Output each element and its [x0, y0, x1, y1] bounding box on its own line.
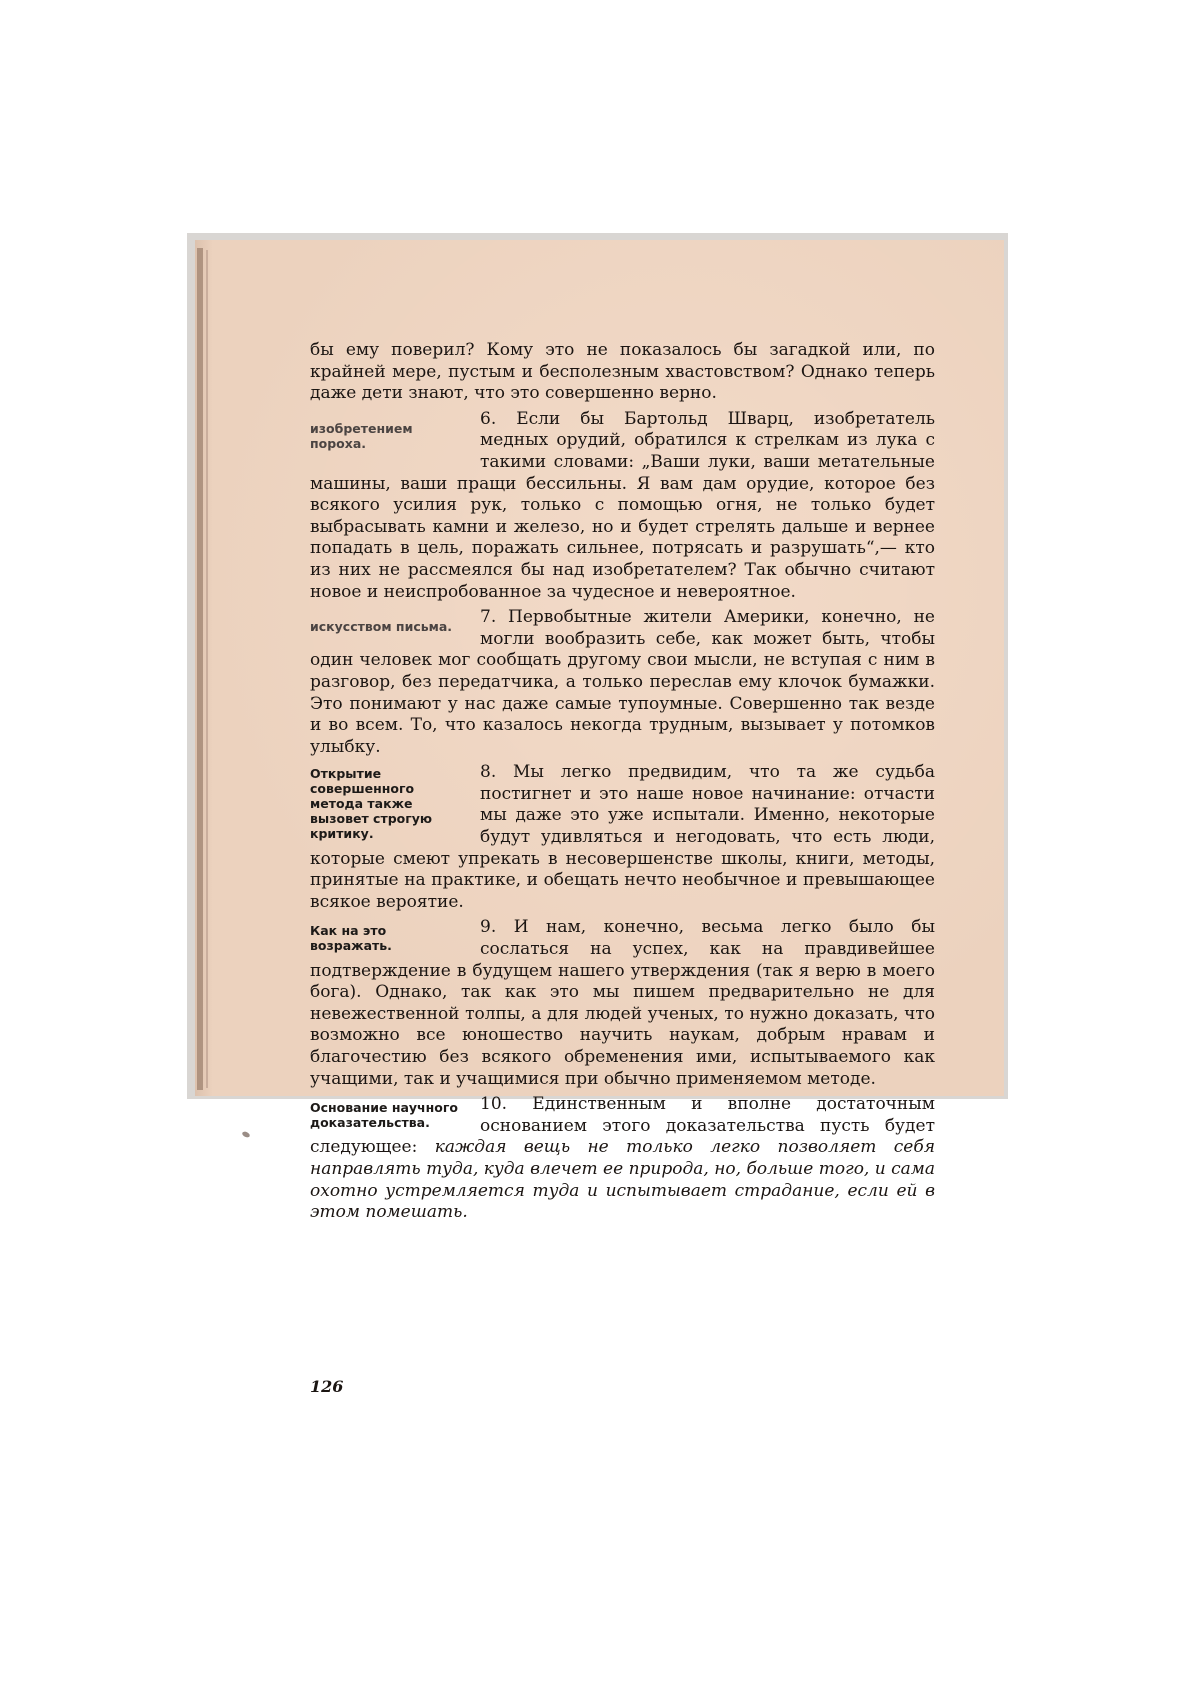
opening-paragraph: бы ему поверил? Кому это не показалось бы загадкой или, по крайней мере, пустым и бесполезным хвастовством? Однако теперь даже дети знают, что это совершенно верно.: [310, 340, 935, 404]
side-note-6: изобретением пороха.: [310, 420, 413, 451]
section-10-plain: 10. Единственным и вполне достаточным основанием этого доказательства пусть будет следующее:: [310, 1094, 935, 1158]
side-note-7: искусством письма.: [310, 619, 453, 635]
side-note-9: Как на это возражать.: [310, 923, 392, 954]
page-stain: [241, 1131, 250, 1139]
section-7: [310, 607, 935, 758]
page-text: [310, 340, 935, 1224]
section-7-text: 7. Первобытные жители Америки, конечно, не могли вообразить себе, как может быть, чтобы один человек мог сообщать другому свои мысли, не вступая с ним в разговор, без передатчика, а только переслав ему клочок бумажки. Это понимают у нас даже самые тупоумные. Совершенно так везде и во всем. То, что казалось некогда трудным, вызывает у потомков улыбку.: [310, 607, 935, 757]
section-8-text: 8. Мы легко предвидим, что та же судьба постигнет и это наше новое начинание: отчасти мы даже это уже испытали. Именно, некоторые будут удивляться и негодовать, что есть люди, которые смеют упрекать в несовершенстве школы, книги, методы, принятые на практике, и обещать нечто необычное и превышающее всякое вероятие.: [310, 762, 935, 912]
section-8: [310, 762, 935, 913]
side-note-10: Основание научного доказательства.: [310, 1100, 458, 1131]
side-note-8: Открытие совершенного метода также вызовет строгую критику.: [310, 766, 433, 842]
page-number: 126: [310, 1377, 344, 1396]
section-9: [310, 917, 935, 1090]
page-spine-edge: [197, 248, 203, 1090]
section-9-text: 9. И нам, конечно, весьма легко было бы сослаться на успех, как на правдивейшее подтверждение в будущем нашего утверждения (так я верю в моего бога). Однако, так как это мы пишем предварительно не для невежественной толпы, а для людей ученых, то нужно доказать, что возможно все юношество научить наукам, добрым нравам и благочестию без всякого обременения ими, испытываемого как учащими, так и учащимися при обычно применяемом методе.: [310, 917, 935, 1089]
section-10: [310, 1094, 935, 1224]
section-6: [310, 409, 935, 603]
section-6-text: 6. Если бы Бартольд Шварц, изобретатель медных орудий, обратился к стрелкам из лука с такими словами: „Ваши луки, ваши метательные машины, ваши пращи бессильны. Я вам дам орудие, которое без всякого усилия рук, только с помощью огня, не только будет выбрасывать камни и железо, но и будет стрелять дальше и вернее попадать в цель, поражать сильнее, потрясать и разрушать“,— кто из них не рассмеялся бы над изобретателем? Так обычно считают новое и неиспробованное за чудесное и невероятное.: [310, 408, 935, 602]
page-spine-line: [206, 250, 208, 1088]
section-10-italic: каждая вещь не только легко позволяет себя направлять туда, куда влечет ее природа, но, больше того, и сама охотно устремляется туда и испытывает страдание, если ей в этом помешать.: [310, 1137, 935, 1223]
